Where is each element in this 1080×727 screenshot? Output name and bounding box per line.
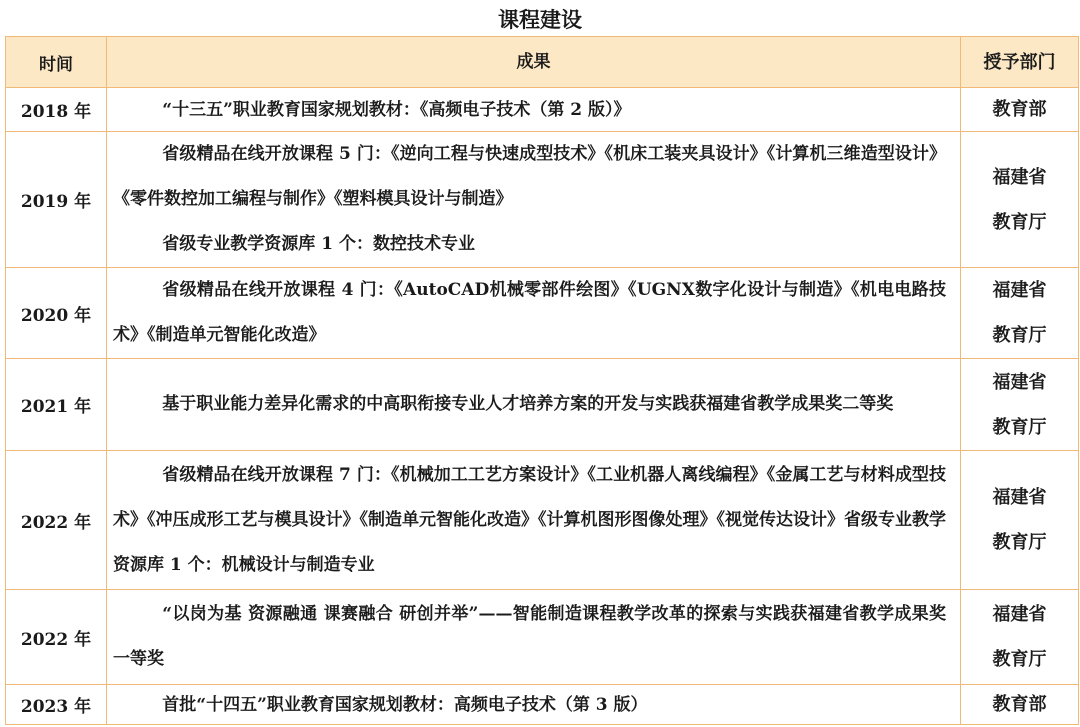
result-paragraph: “十三五”职业教育国家规划教材：《高频电子技术（第 2 版）》 <box>162 99 631 120</box>
table-row <box>6 590 1079 685</box>
table-row <box>6 359 1079 451</box>
row-dept <box>961 359 1079 451</box>
row-year: 2023 年 <box>6 685 107 725</box>
table-row <box>6 451 1079 590</box>
dept-line: 教育厅 <box>992 211 1047 233</box>
row-year: 2021 年 <box>6 359 107 451</box>
row-dept <box>961 88 1079 132</box>
row-year: 2022 年 <box>6 451 107 590</box>
result-paragraph: 省级精品在线开放课程 4 门：《AutoCAD机械零部件绘图》《UGNX数字化设计与制造》《机电电路技术》《制造单元智能化改造》 <box>113 280 946 345</box>
header-time: 时间 <box>6 37 107 88</box>
row-dept <box>961 685 1079 725</box>
table-row <box>6 685 1079 725</box>
page-title: 课程建设 <box>498 8 582 32</box>
row-result <box>107 268 961 359</box>
row-year: 2020 年 <box>6 268 107 359</box>
result-paragraph: 省级精品在线开放课程 7 门：《机械加工工艺方案设计》《工业机器人离线编程》《金属工艺与材料成型技术》《冲压成形工艺与模具设计》《制造单元智能化改造》《计算机图形图像处理》《视觉传达设计》省级专业教学资源库 1 个：机械设计与制造专业 <box>113 464 946 575</box>
row-result <box>107 590 961 685</box>
row-dept <box>961 451 1079 590</box>
dept-line: 教育厅 <box>992 649 1047 670</box>
table-row <box>6 132 1079 268</box>
dept-line: 教育厅 <box>992 532 1047 553</box>
dept-line: 教育厅 <box>992 325 1047 346</box>
dept-line: 教育部 <box>992 693 1047 715</box>
dept-line: 福建省 <box>992 280 1047 301</box>
row-dept <box>961 132 1079 268</box>
header-dept: 授予部门 <box>961 37 1079 88</box>
result-paragraph: 基于职业能力差异化需求的中高职衔接专业人才培养方案的开发与实践获福建省教学成果奖二等奖 <box>162 394 894 414</box>
dept-line: 福建省 <box>992 487 1047 508</box>
row-year: 2019 年 <box>6 132 107 268</box>
dept-line: 福建省 <box>992 371 1047 393</box>
result-paragraph: 首批“十四五”职业教育国家规划教材：高频电子技术（第 3 版） <box>162 694 648 715</box>
row-result <box>107 451 961 590</box>
table-row <box>6 88 1079 132</box>
row-result <box>107 132 961 268</box>
row-dept <box>961 268 1079 359</box>
header-result: 成果 <box>107 37 961 88</box>
row-dept <box>961 590 1079 685</box>
row-result <box>107 685 961 725</box>
table-header-row <box>6 37 1079 88</box>
result-paragraph: “以岗为基 资源融通 课赛融合 研创并举”——智能制造课程教学改革的探索与实践获福建省教学成果奖一等奖 <box>113 604 946 669</box>
course-table <box>5 36 1079 725</box>
dept-line: 福建省 <box>992 166 1047 188</box>
dept-line: 教育部 <box>992 98 1047 120</box>
row-year: 2018 年 <box>6 88 107 132</box>
dept-line: 教育厅 <box>992 416 1047 438</box>
dept-line: 福建省 <box>992 604 1047 625</box>
table-row <box>6 268 1079 359</box>
result-paragraph: 省级专业教学资源库 1 个：数控技术专业 <box>162 234 475 254</box>
row-year: 2022 年 <box>6 590 107 685</box>
row-result <box>107 88 961 132</box>
row-result <box>107 359 961 451</box>
result-paragraph: 省级精品在线开放课程 5 门：《逆向工程与快速成型技术》《机床工装夹具设计》《计算机三维造型设计》《零件数控加工编程与制作》《塑料模具设计与制造》 <box>113 144 946 209</box>
